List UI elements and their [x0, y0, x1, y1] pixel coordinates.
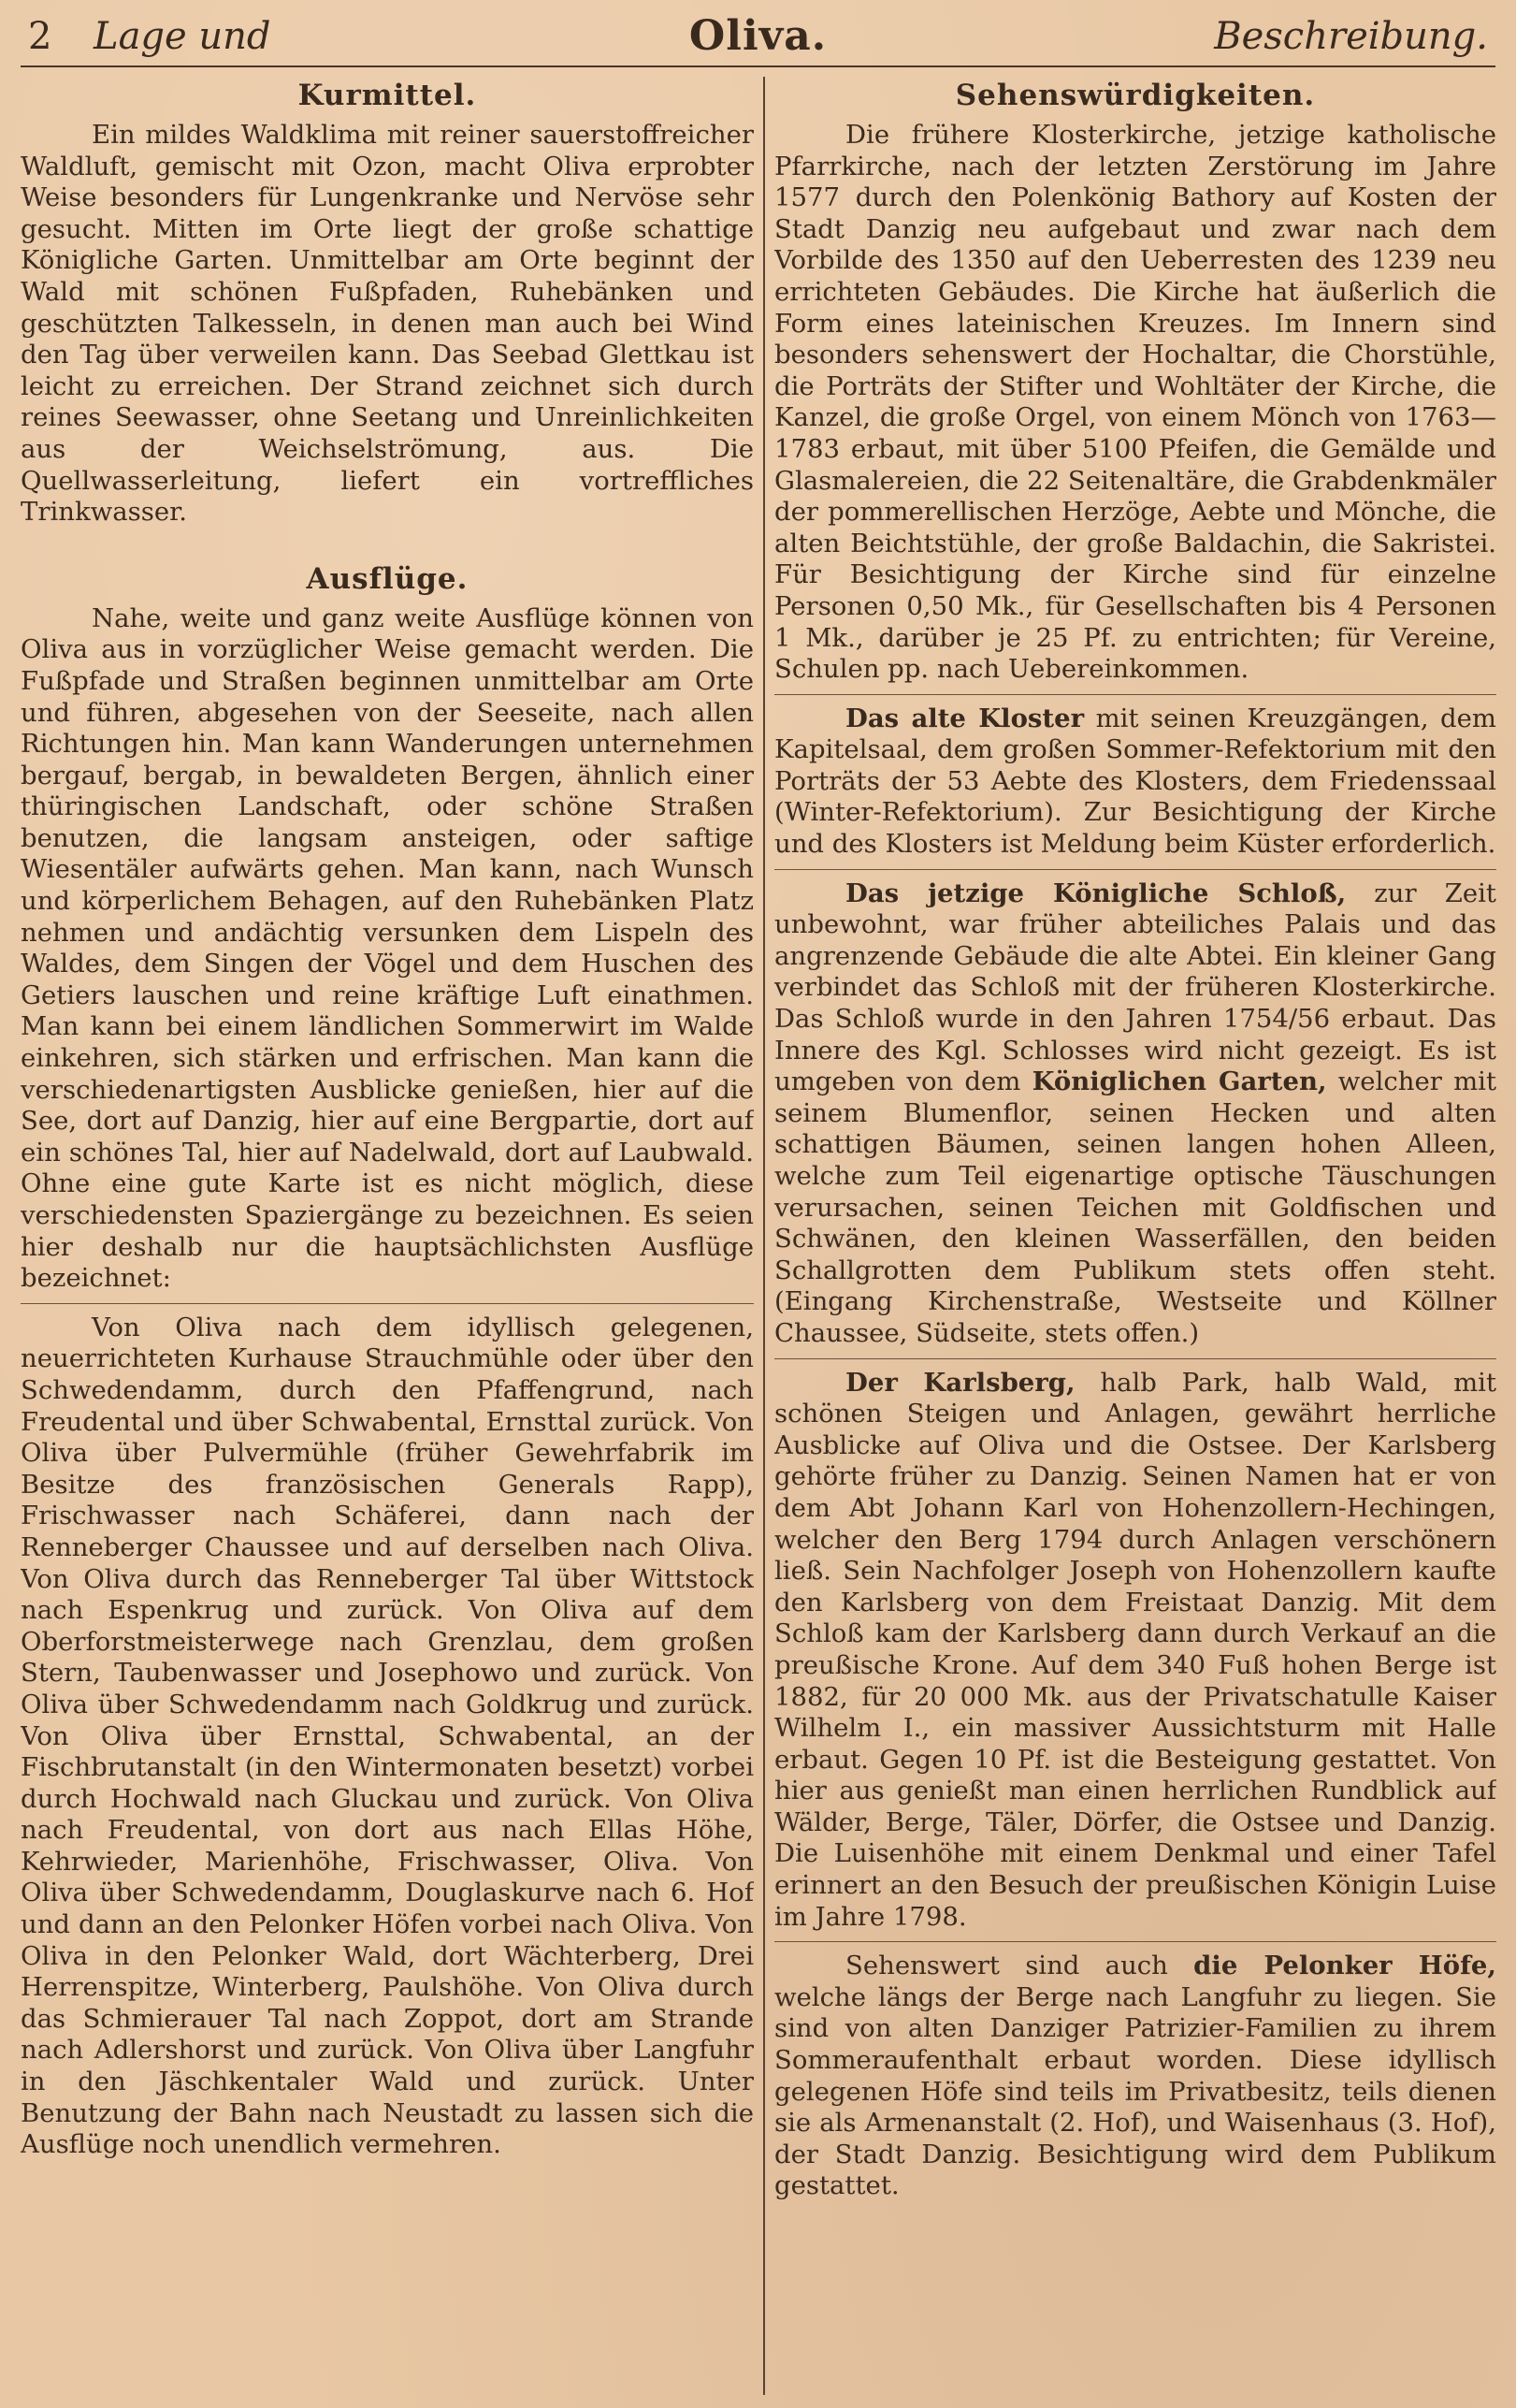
- ausfluege-paragraph-2: Von Oliva nach dem idyllisch gelegenen, neuerrichteten Kurhause Strauchmühle oder über den Schwedendamm, durch den Pfaffengrund, nach Freudental und über Schwabental, Ernsttal zurück. Von Oliva über Pulvermühle (früher Gewehrfabrik im Besitze des französischen Generals Rapp), Frischwasser nach Schäferei, dann nach der Renneberger Chaussee und auf derselben nach Oliva. Von Oliva durch das Renneberger Tal über Wittstock nach Espenkrug und zurück. Von Oliva auf dem Oberforstmeisterwege nach Grenzlau, dem großen Stern, Taubenwasser und Josephowo und zurück. Von Oliva über Schwedendamm nach Goldkrug und zurück. Von Oliva über Ernsttal, Schwabental, an der Fischbrutanstalt (in den Wintermonaten besetzt) vorbei durch Hochwald nach Gluckau und zurück. Von Oliva nach Freudental, von dort aus nach Ellas Höhe, Kehrwieder, Marienhöhe, Frischwasser, Oliva. Von Oliva über Schwedendamm, Douglaskurve nach 6. Hof und dann an den Pelonker Höfen vorbei nach Oliva. Von Oliva in den Pelonker Wald, dort Wächterberg, Drei Herrenspitze, Winterberg, Paulshöhe. Von Oliva durch das Schmierauer Tal nach Zoppot, dort am Strande nach Adlershorst und zurück. Von Oliva über Langfuhr in den Jäschkentaler Wald und zurück. Unter Benutzung der Bahn nach Neustadt zu lassen sich die Ausflüge noch unendlich vermehren.: [21, 1312, 754, 2160]
- schloss-text-1: zur Zeit unbewohnt, war früher abteiliches Palais und das angrenzende Gebäude die alte Abtei. Ein kleiner Gang verbindet das Schloß mit der früheren Klosterkirche. Das Schloß wurde in den Jahren 1754/56 erbaut. Das Innere des Kgl. Schlosses wird nicht gezeigt. Es ist umgeben von dem: [774, 878, 1496, 1097]
- right-column: [774, 77, 1496, 2397]
- kurmittel-paragraph: Ein mildes Waldklima mit reiner sauerstoffreicher Waldluft, gemischt mit Ozon, macht Oliva erprobter Weise besonders für Lungenkranke und Nervöse sehr gesucht. Mitten im Orte liegt der große schattige Königliche Garten. Unmittelbar am Orte beginnt der Wald mit schönen Fußpfaden, Ruhebänken und geschützten Talkesseln, in denen man auch bei Wind den Tag über verweilen kann. Das Seebad Glettkau ist leicht zu erreichen. Der Strand zeichnet sich durch reines Seewasser, ohne Seetang und Unreinlichkeiten aus der Weichselströmung, aus. Die Quellwasserleitung, liefert ein vortreffliches Trinkwasser.: [21, 120, 754, 528]
- karlsberg-paragraph: [774, 1368, 1496, 1934]
- sehenswuerdigkeiten-heading: Sehenswürdigkeiten.: [955, 79, 1316, 112]
- page-number: 2: [28, 15, 52, 58]
- header-left-title: Lage und: [94, 15, 271, 58]
- header-right-title: Beschreibung.: [1214, 15, 1488, 58]
- section-divider: [774, 1941, 1496, 1942]
- pelonker-paragraph: [774, 1951, 1496, 2202]
- garten-lead: Königlichen Garten,: [1032, 1066, 1327, 1097]
- header-center-title: Oliva.: [688, 12, 828, 60]
- section-divider: [774, 1358, 1496, 1359]
- kloster-paragraph: [774, 704, 1496, 861]
- schloss-text-2: welcher mit seinem Blumenflor, seinen Hecken und alten schattigen Bäumen, seinen langen hohen Alleen, welche zum Teil eigenartige optische Täuschungen verursachen, seinen Teichen mit Goldfischen und Schwänen, den kleinen Wasserfällen, den beiden Schallgrotten dem Publikum stets offen steht. (Eingang Kirchenstraße, Westseite und Köllner Chaussee, Südseite, stets offen.): [774, 1066, 1496, 1348]
- karlsberg-lead: Der Karlsberg,: [845, 1367, 1076, 1398]
- section-divider: [21, 1303, 754, 1304]
- kloster-text: mit seinen Kreuzgängen, dem Kapitelsaal, dem großen Sommer-Refektorium mit den Porträts der 53 Aebte des Klosters, dem Friedenssaal (Winter-Refektorium). Zur Besichtigung der Kirche und des Klosters ist Meldung beim Küster erforderlich.: [774, 703, 1496, 860]
- pelonker-text: welche längs der Berge nach Langfuhr zu liegen. Sie sind von alten Danziger Patrizier-Familien zu ihrem Sommeraufenthalt erbaut worden. Diese idyllisch gelegenen Höfe sind teils im Privatbesitz, teils dienen sie als Armenanstalt (2. Hof), und Waisenhaus (3. Hof), der Stadt Danzig. Besichtigung wird dem Publikum gestattet.: [774, 1981, 1496, 2201]
- pelonker-pre: Sehenswert sind auch: [845, 1951, 1168, 1981]
- kurmittel-heading: Kurmittel.: [297, 79, 477, 112]
- section-divider: [774, 869, 1496, 870]
- klosterkirche-paragraph: Die frühere Klosterkirche, jetzige katholische Pfarrkirche, nach der letzten Zerstörung im Jahre 1577 durch den Polenkönig Bathory auf Kosten der Stadt Danzig neu aufgebaut und zwar nach dem Vorbilde des 1350 auf den Ueberresten des 1239 neu errichteten Gebäudes. Die Kirche hat äußerlich die Form eines lateinischen Kreuzes. Im Innern sind besonders sehenswert der Hochaltar, die Chorstühle, die Porträts der Stifter und Wohltäter der Kirche, die Kanzel, die große Orgel, von einem Mönch von 1763—1783 erbaut, mit über 5100 Pfeifen, die Gemälde und Glasmalereien, die 22 Seitenaltäre, die Grabdenkmäler der pommerellischen Herzöge, Aebte und Mönche, die alten Beichtstühle, der große Baldachin, die Sakristei. Für Besichtigung der Kirche sind für einzelne Personen 0,50 Mk., für Gesellschaften bis 4 Personen 1 Mk., darüber je 25 Pf. zu entrichten; für Vereine, Schulen pp. nach Uebereinkommen.: [774, 120, 1496, 685]
- karlsberg-text: halb Park, halb Wald, mit schönen Steigen und Anlagen, gewährt herrliche Ausblicke auf Oliva und die Ostsee. Der Karlsberg gehörte früher zu Danzig. Seinen Namen hat er von dem Abt Johann Karl von Hohenzollern-Hechingen, welcher den Berg 1794 durch Anlagen verschönern ließ. Sein Nachfolger Joseph von Hohenzollern kaufte den Karlsberg von dem Freistaat Danzig. Mit dem Schloß kam der Karlsberg dann durch Verkauf an die preußische Krone. Auf dem 340 Fuß hohen Berge ist 1882, für 20 000 Mk. aus der Privatschatulle Kaiser Wilhelm I., ein massiver Aussichtsturm mit Halle erbaut. Gegen 10 Pf. ist die Besteigung gestattet. Von hier aus genießt man einen herrlichen Rundblick auf Wälder, Berge, Täler, Dörfer, die Ostsee und Danzig. Die Luisenhöhe mit einem Denkmal und einer Tafel erinnert an den Besuch der preußischen Königin Luise im Jahre 1798.: [774, 1367, 1496, 1932]
- left-column: [21, 77, 754, 2397]
- kloster-lead: Das alte Kloster: [845, 703, 1085, 733]
- column-divider: [763, 77, 765, 2395]
- ausfluege-heading: Ausflüge.: [306, 561, 469, 596]
- schloss-paragraph: [774, 878, 1496, 1350]
- section-divider: [774, 694, 1496, 695]
- pelonker-lead: die Pelonker Höfe,: [1193, 1951, 1496, 1981]
- schloss-lead: Das jetzige Königliche Schloß,: [845, 878, 1347, 908]
- ausfluege-paragraph-1: Nahe, weite und ganz weite Ausflüge können von Oliva aus in vorzüglicher Weise gemacht werden. Die Fußpfade und Straßen beginnen unmittelbar am Orte und führen, abgesehen von der Seeseite, nach allen Richtungen hin. Man kann Wanderungen unternehmen bergauf, bergab, in bewaldeten Bergen, ähnlich einer thüringischen Landschaft, oder schöne Straßen benutzen, die langsam ansteigen, oder saftige Wiesentäler aufwärts gehen. Man kann, nach Wunsch und körperlichem Behagen, auf den Ruhebänken Platz nehmen und andächtig versunken dem Lispeln des Waldes, dem Singen der Vögel und dem Huschen des Getiers lauschen und reine kräftige Luft einathmen. Man kann bei einem ländlichen Sommerwirt im Walde einkehren, sich stärken und erfrischen. Man kann die verschiedenartigsten Ausblicke genießen, hier auf die See, dort auf Danzig, hier auf eine Bergpartie, dort auf ein schönes Tal, hier auf Nadelwald, dort auf Laubwald. Ohne eine gute Karte ist es nicht möglich, diese verschiedensten Spaziergänge zu bezeichnen. Es seien hier deshalb nur die hauptsächlichsten Ausflüge bezeichnet:: [21, 602, 754, 1294]
- page-header: [21, 7, 1495, 67]
